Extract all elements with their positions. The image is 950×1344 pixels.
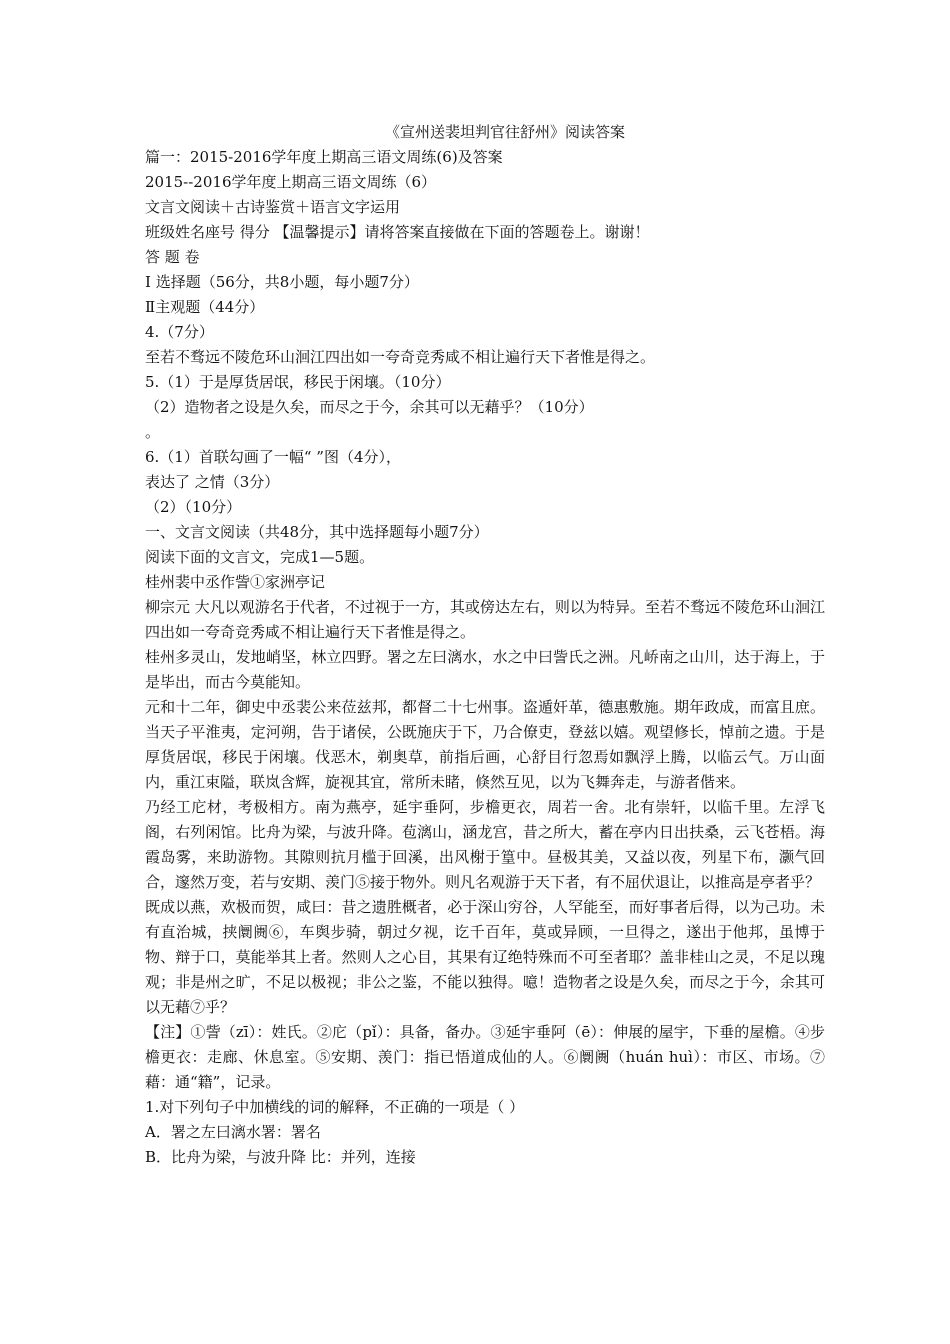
passage-paragraph: 既成以燕，欢极而贺，咸曰：昔之遗胜概者，必于深山穷谷，人罕能至，而好事者后得，以为己功。未有直治城，挟阛阓⑥，车舆步骑，朝过夕视，讫千百年，莫或异顾，一旦得之，遂出于他邦，虽博于物、辩于口，莫能举其上者。然则人之心目，其果有辽绝特殊而不可至者耶？盖非桂山之灵，不足以瑰观；非是州之旷，不足以极视；非公之鉴，不能以独得。噫！造物者之设是久矣，而尽之于今，余其可以无藉⑦乎？	[145, 898, 825, 1016]
text-line: （2）造物者之设是久矣，而尽之于今，余其可以无藉乎？（10分）	[145, 398, 594, 416]
question-line: 1.对下列句子中加横线的词的解释，不正确的一项是（ ）	[145, 1098, 525, 1116]
text-line: 阅读下面的文言文，完成1—5题。	[145, 548, 375, 566]
text-line: Ⅱ主观题（44分）	[145, 298, 265, 316]
text-line: 6.（1）首联勾画了一幅“ ”图（4分），	[145, 448, 402, 466]
text-line: 5.（1）于是厚货居氓，移民于闲壤。（10分）	[145, 373, 451, 391]
document-title: 《宣州送裴坦判官往舒州》阅读答案	[384, 123, 625, 141]
text-line: 至若不骛远不陵危环山洄江四出如一夸奇竞秀咸不相让遍行天下者惟是得之。	[145, 348, 656, 366]
text-line: 表达了 之情（3分）	[145, 473, 280, 491]
text-line: （2）（10分）	[145, 498, 242, 516]
passage-title: 桂州裴中丞作訾①家洲亭记	[145, 573, 326, 591]
passage-paragraph: 元和十二年，御史中丞裴公来莅兹邦，都督二十七州事。盗遁奸革，德惠敷施。期年政成，而富且庶。当天子平淮夷，定河朔，告于诸侯，公既施庆于下，乃合僚吏，登兹以嬉。观望修长，悼前之遗。于是厚货居氓，移民于闲壤。伐恶木，剃奥草，前指后画，心舒目行忽焉如飘浮上腾，以临云气。万山面内，重江束隘，联岚含辉，旋视其宜，常所未睹，倏然互见，以为飞舞奔走，与游者偕来。	[145, 698, 825, 791]
notes-paragraph: 【注】①訾（zī）：姓氏。②庀（pǐ）：具备，备办。③延宇垂阿（ē）：伸展的屋宇，下垂的屋檐。④步檐更衣：走廊、休息室。⑤安期、羡门：指已悟道成仙的人。⑥阛阓（huán huì）：市区、市场。⑦藉：通“籍”，记录。	[145, 1023, 825, 1091]
text-line: 文言文阅读＋古诗鉴赏＋语言文字运用	[145, 198, 401, 216]
document-page	[145, 120, 825, 1170]
text-line: Ⅰ 选择题（56分，共8小题，每小题7分）	[145, 273, 419, 291]
text-line: 班级姓名座号 得分 【温馨提示】请将答案直接做在下面的答题卷上。谢谢！	[145, 223, 650, 241]
text-line: 答 题 卷	[145, 248, 200, 266]
option-line: B．比舟为梁，与波升降 比：并列，连接	[145, 1148, 416, 1166]
passage-paragraph: 乃经工庀材，考极相方。南为燕亭，延宇垂阿，步檐更衣，周若一舍。北有崇轩，以临千里。左浮飞阁，右列闲馆。比舟为梁，与波升降。苞漓山，涵龙宫，昔之所大，蓄在亭内日出扶桑，云飞苍梧。海霞岛雾，来助游物。其隙则抗月槛于回溪，出风榭于篁中。昼极其美，又益以夜，列星下布，灏气回合，邃然万变，若与安期、羡门⑤接于物外。则凡名观游于天下者，有不屈伏退让，以推高是亭者乎？	[145, 798, 825, 891]
passage-paragraph: 柳宗元 大凡以观游名于代者，不过视于一方，其或傍达左右，则以为特异。至若不骛远不陵危环山洄江四出如一夸奇竞秀咸不相让遍行天下者惟是得之。	[145, 598, 825, 641]
option-line: A．署之左曰漓水署：署名	[145, 1123, 321, 1141]
section-heading: 一、文言文阅读（共48分，其中选择题每小题7分）	[145, 523, 489, 541]
text-line: 2015--2016学年度上期高三语文周练（6）	[145, 173, 437, 191]
text-line: 4.（7分）	[145, 323, 214, 341]
text-line: 篇一：2015-2016学年度上期高三语文周练(6)及答案	[145, 148, 503, 166]
passage-paragraph: 桂州多灵山，发地峭坚，林立四野。署之左曰漓水，水之中曰訾氏之洲。凡峤南之山川，达于海上，于是毕出，而古今莫能知。	[145, 648, 825, 691]
text-line: 。	[145, 423, 161, 441]
